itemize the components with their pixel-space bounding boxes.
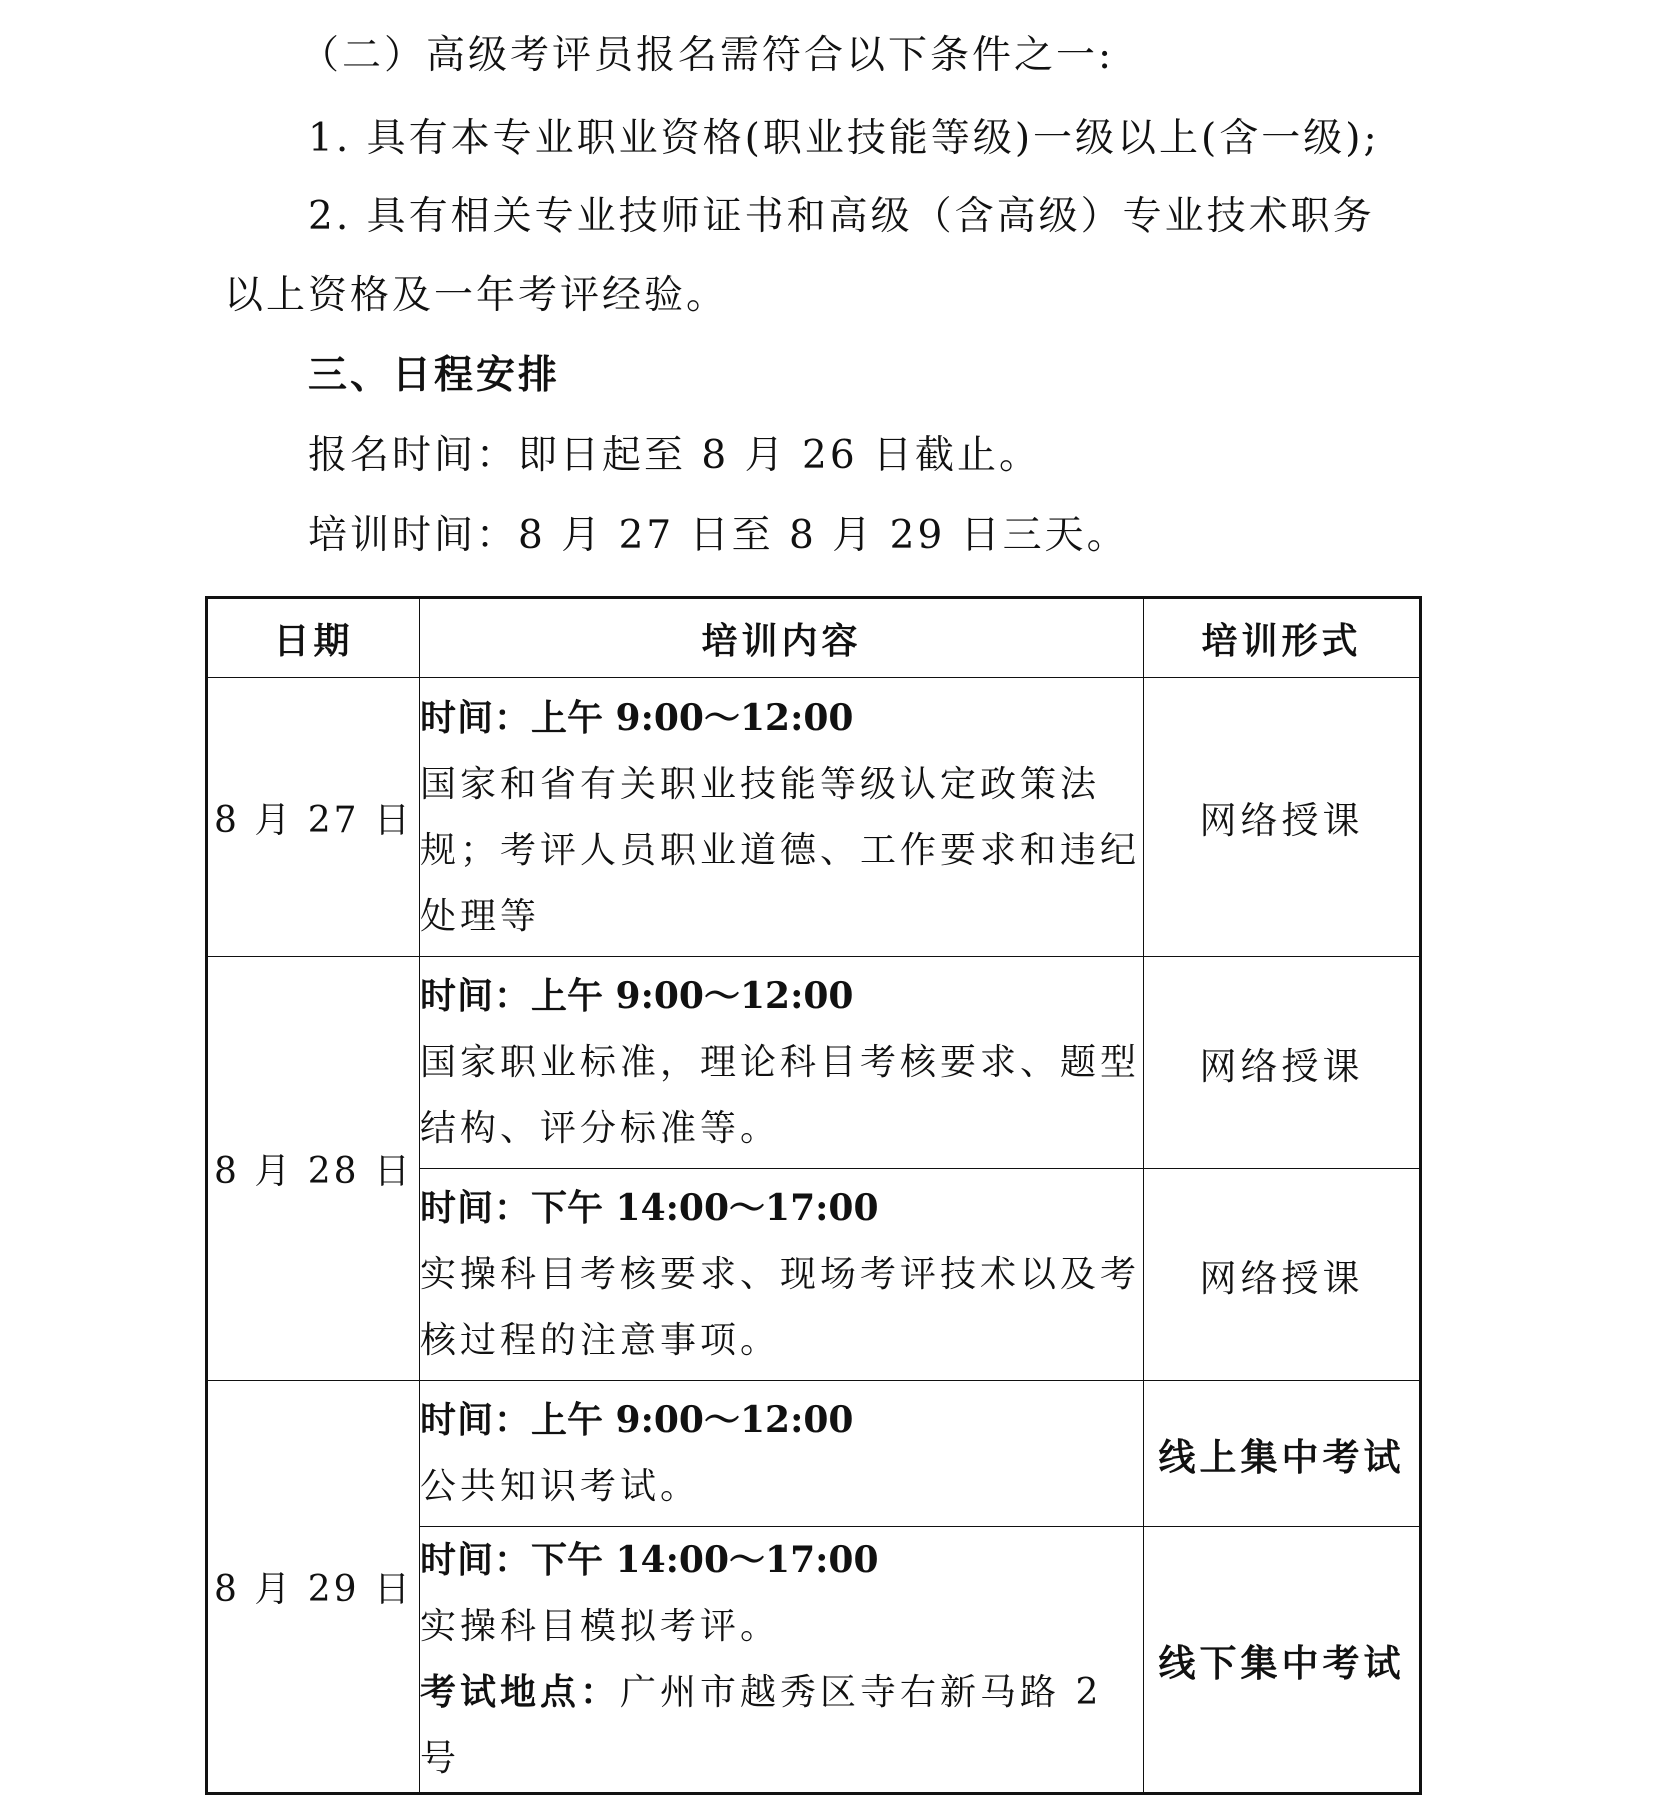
condition-item-2-line-2: 以上资格及一年考评经验。 <box>224 273 729 318</box>
signup-time: 报名时间：即日起至 8 月 26 日截止。 <box>308 433 1042 478</box>
time-value: 上午 9:00～12:00 <box>531 1399 854 1441</box>
date-cell: 8 月 28 日 <box>207 957 420 1381</box>
content-line: 公共知识考试。 <box>420 1466 701 1507</box>
time-label: 时间： <box>420 975 532 1017</box>
time-value: 上午 9:00～12:00 <box>531 975 854 1017</box>
format-cell: 网络授课 <box>1144 678 1421 957</box>
time-value: 上午 9:00～12:00 <box>531 696 854 739</box>
time-label: 时间： <box>420 1399 532 1441</box>
location-label: 考试地点： <box>420 1672 621 1713</box>
time-label: 时间： <box>420 1539 532 1581</box>
format-cell: 网络授课 <box>1144 957 1421 1169</box>
content-line: 国家职业标准，理论科目考核要求、题型 <box>420 1042 1141 1083</box>
content-cell <box>420 1527 1144 1794</box>
table-row <box>207 957 1421 1169</box>
section-heading-schedule: 三、日程安排 <box>308 353 561 398</box>
time-value: 下午 14:00～17:00 <box>531 1539 879 1581</box>
content-cell <box>420 957 1144 1169</box>
table-header-row <box>207 598 1421 678</box>
format-cell: 线上集中考试 <box>1144 1381 1421 1527</box>
content-line: 规；考评人员职业道德、工作要求和违纪 <box>420 829 1141 871</box>
content-line: 核过程的注意事项。 <box>420 1320 781 1361</box>
format-cell: 网络授课 <box>1144 1169 1421 1381</box>
training-time: 培训时间：8 月 27 日至 8 月 29 日三天。 <box>308 513 1129 558</box>
content-line: 实操科目模拟考评。 <box>420 1606 781 1647</box>
time-label: 时间： <box>420 696 532 739</box>
content-cell <box>420 1381 1144 1527</box>
exam-location <box>420 1660 1143 1792</box>
content-line: 国家和省有关职业技能等级认定政策法 <box>420 763 1101 805</box>
content-line: 实操科目考核要求、现场考评技术以及考 <box>420 1254 1141 1295</box>
condition-item-2-line-1: 2. 具有相关专业技师证书和高级（含高级）专业技术职务 <box>308 194 1375 239</box>
condition-item-1: 1. 具有本专业职业资格(职业技能等级)一级以上(含一级); <box>308 116 1380 161</box>
content-cell <box>420 678 1144 957</box>
table-row <box>207 678 1421 957</box>
content-cell <box>420 1169 1144 1381</box>
time-label: 时间： <box>420 1187 532 1229</box>
date-cell: 8 月 27 日 <box>207 678 420 957</box>
format-cell: 线下集中考试 <box>1144 1527 1421 1794</box>
content-line: 结构、评分标准等。 <box>420 1108 781 1149</box>
header-format: 培训形式 <box>1144 598 1421 678</box>
date-cell: 8 月 29 日 <box>207 1381 420 1794</box>
header-content: 培训内容 <box>420 598 1144 678</box>
table-row <box>207 1381 1421 1527</box>
location-value: 广州市越秀区寺右新马路 2 号 <box>420 1672 1103 1779</box>
content-line: 处理等 <box>420 895 541 937</box>
schedule-table <box>205 596 1422 1795</box>
time-value: 下午 14:00～17:00 <box>531 1187 879 1229</box>
header-date: 日期 <box>207 598 420 678</box>
condition-heading: （二）高级考评员报名需符合以下条件之一: <box>300 33 1115 78</box>
